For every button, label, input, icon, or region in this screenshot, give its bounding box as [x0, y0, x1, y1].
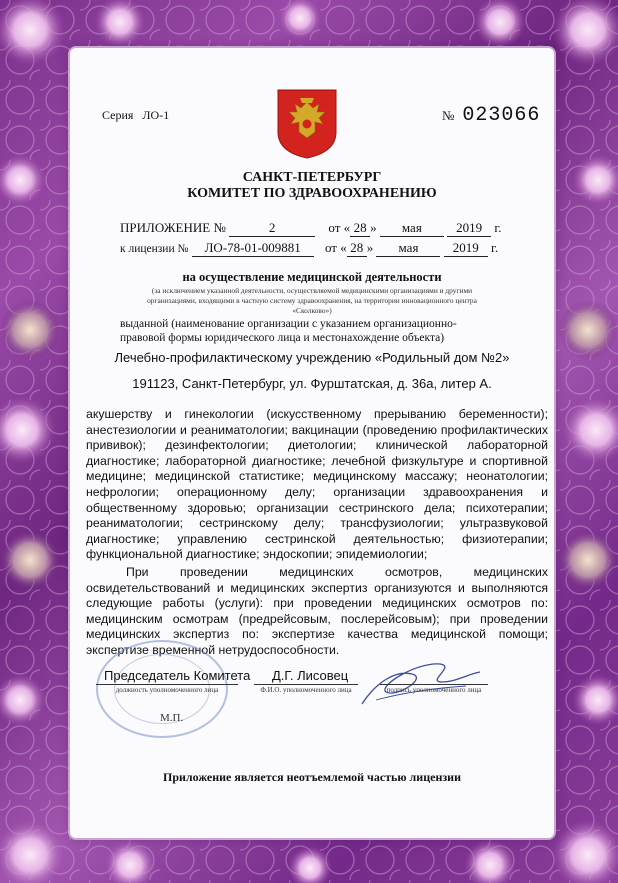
- activity-issued-line1: выданной (наименование организации с указанием организационно-: [120, 318, 457, 330]
- activity-note-line2: организациями, входящими в частную систему здравоохранения, на территории инновационного центра: [147, 296, 477, 305]
- appendix-month: мая: [380, 220, 444, 237]
- license-year-suffix: г.: [490, 240, 499, 255]
- appendix-day: 28: [350, 220, 370, 237]
- series-label: Серия: [102, 108, 134, 122]
- license-label: к лицензии №: [120, 243, 189, 255]
- license-line: к лицензии № ЛО-78-01-009881 от « 28 » мая 2019 г.: [120, 240, 499, 255]
- license-year: 2019: [444, 240, 488, 257]
- license-day: 28: [347, 240, 367, 257]
- series-line: [102, 108, 169, 123]
- organization-name: Лечебно-профилактическому учреждению «Родильный дом №2»: [114, 350, 510, 365]
- series-value: ЛО-1: [142, 108, 170, 122]
- appendix-year: 2019: [447, 220, 491, 237]
- services-section: [86, 407, 548, 659]
- signature-position-caption: должность уполномоченного лица: [115, 686, 219, 694]
- header-committee: КОМИТЕТ ПО ЗДРАВООХРАНЕНИЮ: [187, 186, 437, 201]
- services-paragraph: акушерству и гинекологии (искусственному прерыванию беременности); анестезиологии и реаниматологии; вакцинации (проведению профилактических прививок); дезинфектологии; диетологии; клинической лабораторной диагностике; лабораторной диагностике; лечебной физкультуре и спортивной медицине; медицинской статистике; медицинскому массажу; неонатологии; нефрологии; операционному делу; организации здравоохранения и общественному здоровью; организации сестринского дела; психотерапии; реаниматологии; сестринскому делу; трансфузиологии; ультразвуковой диагностике; управлению сестринской деятельностью; физиотерапии; функциональной диагностике; эндоскопии; эпидемиологии;: [86, 407, 548, 562]
- signature-sign-caption: подпись уполномоченного лица: [386, 686, 482, 694]
- appendix-label: ПРИЛОЖЕНИЕ №: [120, 220, 226, 235]
- organization-address: 191123, Санкт-Петербург, ул. Фурштатская, д. 36а, литер А.: [132, 376, 492, 391]
- number-label: №: [442, 108, 455, 123]
- license-from-label: от «: [324, 240, 347, 255]
- signature-name: Д.Г. Лисовец: [272, 668, 349, 683]
- header-city: САНКТ-ПЕТЕРБУРГ: [242, 170, 382, 185]
- appendix-year-suffix: г.: [494, 220, 502, 235]
- license-number: ЛО-78-01-009881: [192, 240, 314, 257]
- handwritten-signature: [356, 652, 486, 712]
- appendix-number: 2: [229, 220, 315, 237]
- activity-note-line1: (за исключением указанной деятельности, осуществляемой медицинскими организациями и другими: [151, 286, 473, 295]
- signature-name-caption: Ф.И.О. уполномоченного лица: [260, 686, 352, 694]
- signature-position: Председатель Комитета: [104, 668, 251, 683]
- stamp-place-mark: М.П.: [160, 712, 184, 724]
- number-line: [442, 104, 540, 127]
- activity-issued-line2: правовой формы юридического лица и местонахождение объекта): [120, 332, 445, 344]
- footer-note: Приложение является неотъемлемой частью лицензии: [162, 770, 462, 784]
- coat-of-arms-icon: [276, 88, 338, 160]
- appendix-line: ПРИЛОЖЕНИЕ № 2 от « 28 » мая 2019 г.: [120, 220, 502, 235]
- appendix-from-label: от «: [328, 220, 351, 235]
- exams-paragraph: При проведении медицинских осмотров, медицинских освидетельствований и медицинских экспертиз организуются и выполняются следующие работы (услуги): при проведении медицинских осмотров по: медицинским осмотрам (предрейсовым, послерейсовым); при проведении медицинских экспертиз по: экспертизе качества медицинской помощи; экспертизе временной нетрудоспособности.: [86, 564, 548, 657]
- number-value: 023066: [462, 104, 541, 127]
- activity-title: на осуществление медицинской деятельности: [182, 270, 442, 284]
- license-month: мая: [376, 240, 440, 257]
- activity-note-line3: «Сколково»): [292, 306, 332, 315]
